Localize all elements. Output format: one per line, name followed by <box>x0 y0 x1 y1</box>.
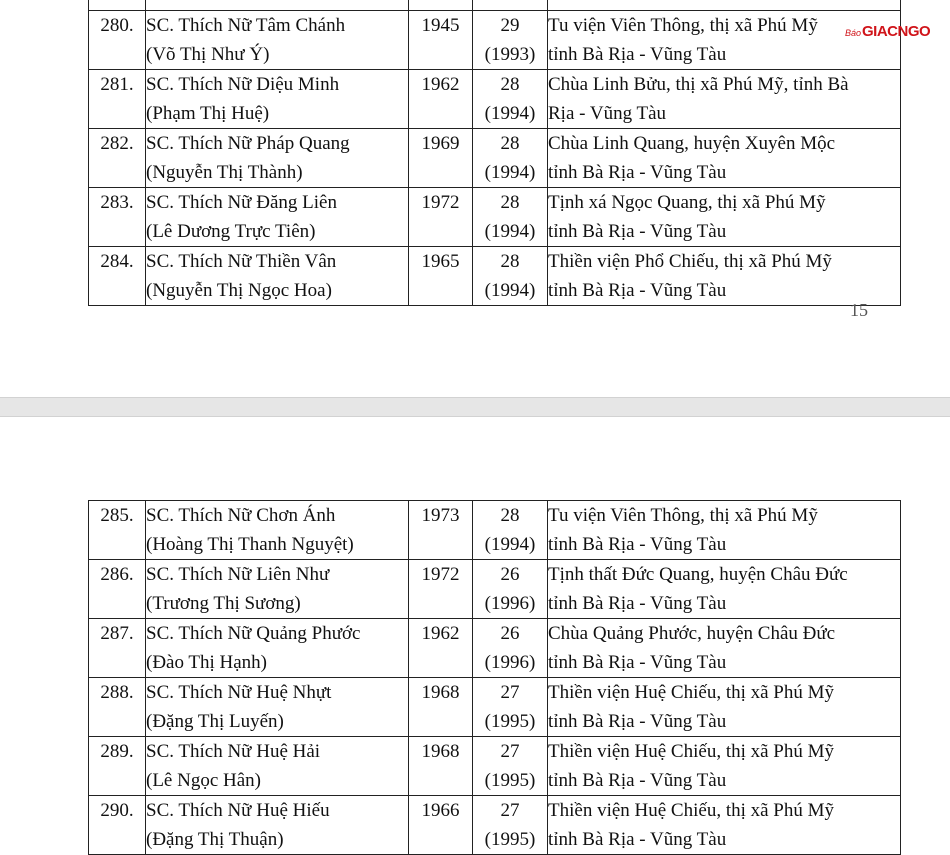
row-name <box>146 129 409 188</box>
row-birth-year: 1968 <box>409 737 473 796</box>
dharma-name: SC. Thích Nữ Chơn Ánh <box>146 505 336 526</box>
dharma-name: SC. Thích Nữ Quảng Phước <box>146 623 361 644</box>
vassa-count: 28 <box>500 251 520 272</box>
dharma-name: SC. Thích Nữ Huệ Hải <box>146 741 321 762</box>
dharma-name: SC. Thích Nữ Huệ Nhựt <box>146 682 332 703</box>
ordination-year: (1994) <box>484 103 536 124</box>
row-number: 287. <box>89 619 146 678</box>
row-birth-year: 1945 <box>409 11 473 70</box>
row-address <box>548 247 901 306</box>
dharma-name: SC. Thích Nữ Đăng Liên <box>146 192 337 213</box>
row-name <box>146 11 409 70</box>
vassa-count: 27 <box>500 741 520 762</box>
row-name <box>146 560 409 619</box>
ordination-year: (1994) <box>484 221 536 242</box>
lay-name: (Nguyễn Thị Ngọc Hoa) <box>146 280 332 301</box>
vassa-count: 29 <box>500 15 520 36</box>
row-name <box>146 619 409 678</box>
row-vassa <box>473 796 548 855</box>
row-birth-year: 1965 <box>409 247 473 306</box>
row-address <box>548 11 901 70</box>
row-name <box>146 737 409 796</box>
ordination-year: (1994) <box>484 534 536 555</box>
lay-name: (Hoàng Thị Thanh Nguyệt) <box>146 534 354 555</box>
dharma-name: SC. Thích Nữ Liên Như <box>146 564 330 585</box>
row-address <box>548 560 901 619</box>
document-page-top <box>0 0 950 397</box>
row-name <box>146 247 409 306</box>
row-address <box>548 678 901 737</box>
table-row <box>89 619 901 678</box>
vassa-count: 26 <box>500 564 520 585</box>
address-line-2: tỉnh Bà Rịa - Vũng Tàu <box>548 221 727 242</box>
row-number <box>89 0 146 11</box>
giacngo-logo <box>845 24 930 40</box>
address-line-1: Tu viện Viên Thông, thị xã Phú Mỹ <box>548 505 818 526</box>
table-row <box>89 796 901 855</box>
row-vassa <box>473 737 548 796</box>
row-birth-year: 1972 <box>409 188 473 247</box>
row-address <box>548 737 901 796</box>
nun-roster-table-bottom <box>88 500 901 855</box>
dharma-name: SC. Thích Nữ Pháp Quang <box>146 133 350 154</box>
table-row <box>89 501 901 560</box>
page-number: 15 <box>850 300 868 320</box>
table-row <box>89 678 901 737</box>
address-line-1: Tu viện Viên Thông, thị xã Phú Mỹ <box>548 15 818 36</box>
address-line-1: Thiền viện Huệ Chiếu, thị xã Phú Mỹ <box>548 682 835 703</box>
table-row-partial <box>89 0 901 11</box>
lay-name: (Võ Thị Như Ý) <box>146 44 270 65</box>
address-line-1: Chùa Linh Bửu, thị xã Phú Mỹ, tỉnh Bà <box>548 74 849 95</box>
row-number: 280. <box>89 11 146 70</box>
address-line-2: Rịa - Vũng Tàu <box>548 103 667 124</box>
table-row <box>89 188 901 247</box>
row-year <box>409 0 473 11</box>
row-address <box>548 188 901 247</box>
lay-name: (Đặng Thị Luyến) <box>146 711 284 732</box>
row-vassa <box>473 70 548 129</box>
address-line-1: Thiền viện Huệ Chiếu, thị xã Phú Mỹ <box>548 800 835 821</box>
dharma-name: SC. Thích Nữ Tâm Chánh <box>146 15 346 36</box>
ordination-year: (1993) <box>484 44 536 65</box>
row-name <box>146 188 409 247</box>
ordination-year: (1995) <box>484 829 536 850</box>
row-vassa <box>473 678 548 737</box>
row-birth-year: 1966 <box>409 796 473 855</box>
lay-name: (Phạm Thị Huệ) <box>146 103 270 124</box>
address-line-2: tỉnh Bà Rịa - Vũng Tàu <box>548 652 727 673</box>
row-birth-year: 1969 <box>409 129 473 188</box>
address-line-2: tỉnh Bà Rịa - Vũng Tàu <box>548 829 727 850</box>
row-number: 283. <box>89 188 146 247</box>
row-number: 290. <box>89 796 146 855</box>
row-vassa <box>473 560 548 619</box>
row-name <box>146 70 409 129</box>
row-address <box>548 501 901 560</box>
row-number: 289. <box>89 737 146 796</box>
logo-prefix: Báo <box>845 28 862 38</box>
row-number: 282. <box>89 129 146 188</box>
row-name <box>146 678 409 737</box>
row-birth-year: 1962 <box>409 619 473 678</box>
table-row <box>89 560 901 619</box>
logo-name: GIACNGO <box>862 23 931 40</box>
address-line-2: tỉnh Bà Rịa - Vũng Tàu <box>548 280 727 301</box>
address-line-1: Tịnh xá Ngọc Quang, thị xã Phú Mỹ <box>548 192 826 213</box>
vassa-count: 27 <box>500 800 520 821</box>
vassa-count: 28 <box>500 74 520 95</box>
ordination-year: (1995) <box>484 711 536 732</box>
page-separator <box>0 397 950 417</box>
row-address <box>548 129 901 188</box>
lay-name: (Trương Thị Sương) <box>146 593 301 614</box>
address-line-1: Chùa Linh Quang, huyện Xuyên Mộc <box>548 133 836 154</box>
address-line-2: tỉnh Bà Rịa - Vũng Tàu <box>548 711 727 732</box>
row-number: 285. <box>89 501 146 560</box>
row-vassa <box>473 129 548 188</box>
table-row <box>89 129 901 188</box>
vassa-count: 28 <box>500 192 520 213</box>
row-birth-year: 1968 <box>409 678 473 737</box>
ordination-year: (1994) <box>484 280 536 301</box>
table-row <box>89 247 901 306</box>
row-number: 281. <box>89 70 146 129</box>
address-line-2: tỉnh Bà Rịa - Vũng Tàu <box>548 44 727 65</box>
nun-roster-table-top <box>88 0 901 306</box>
table-row <box>89 11 901 70</box>
row-number: 284. <box>89 247 146 306</box>
lay-name: (Đặng Thị Thuận) <box>146 829 284 850</box>
row-name <box>146 0 409 11</box>
row-address <box>548 796 901 855</box>
address-line-2: tỉnh Bà Rịa - Vũng Tàu <box>548 534 727 555</box>
vassa-count: 26 <box>500 623 520 644</box>
row-vassa <box>473 619 548 678</box>
row-name <box>146 796 409 855</box>
table-row <box>89 737 901 796</box>
lay-name: (Đào Thị Hạnh) <box>146 652 268 673</box>
vassa-count: 28 <box>500 133 520 154</box>
row-address <box>548 70 901 129</box>
lay-name: (Nguyễn Thị Thành) <box>146 162 303 183</box>
vassa-count: 28 <box>500 505 520 526</box>
row-vassa <box>473 11 548 70</box>
ordination-year: (1996) <box>484 593 536 614</box>
address-line-1: Thiền viện Phổ Chiếu, thị xã Phú Mỹ <box>548 251 832 272</box>
address-line-1: Chùa Quảng Phước, huyện Châu Đức <box>548 623 836 644</box>
address-line-1: Thiền viện Huệ Chiếu, thị xã Phú Mỹ <box>548 741 835 762</box>
row-birth-year: 1972 <box>409 560 473 619</box>
dharma-name: SC. Thích Nữ Huệ Hiếu <box>146 800 330 821</box>
table-row <box>89 70 901 129</box>
row-name <box>146 501 409 560</box>
address-line-2: tỉnh Bà Rịa - Vũng Tàu <box>548 770 727 791</box>
row-vassa <box>473 0 548 11</box>
row-number: 286. <box>89 560 146 619</box>
row-birth-year: 1962 <box>409 70 473 129</box>
ordination-year: (1994) <box>484 162 536 183</box>
row-birth-year: 1973 <box>409 501 473 560</box>
ordination-year: (1995) <box>484 770 536 791</box>
row-address <box>548 619 901 678</box>
row-vassa <box>473 501 548 560</box>
lay-name: (Lê Ngọc Hân) <box>146 770 262 791</box>
row-vassa <box>473 247 548 306</box>
row-address <box>548 0 901 11</box>
ordination-year: (1996) <box>484 652 536 673</box>
dharma-name: SC. Thích Nữ Thiền Vân <box>146 251 337 272</box>
row-vassa <box>473 188 548 247</box>
vassa-count: 27 <box>500 682 520 703</box>
address-line-2: tỉnh Bà Rịa - Vũng Tàu <box>548 593 727 614</box>
address-line-1: Tịnh thất Đức Quang, huyện Châu Đức <box>548 564 848 585</box>
address-line-2: tỉnh Bà Rịa - Vũng Tàu <box>548 162 727 183</box>
row-number: 288. <box>89 678 146 737</box>
document-page-bottom <box>0 417 950 855</box>
lay-name: (Lê Dương Trực Tiên) <box>146 221 316 242</box>
dharma-name: SC. Thích Nữ Diệu Minh <box>146 74 340 95</box>
